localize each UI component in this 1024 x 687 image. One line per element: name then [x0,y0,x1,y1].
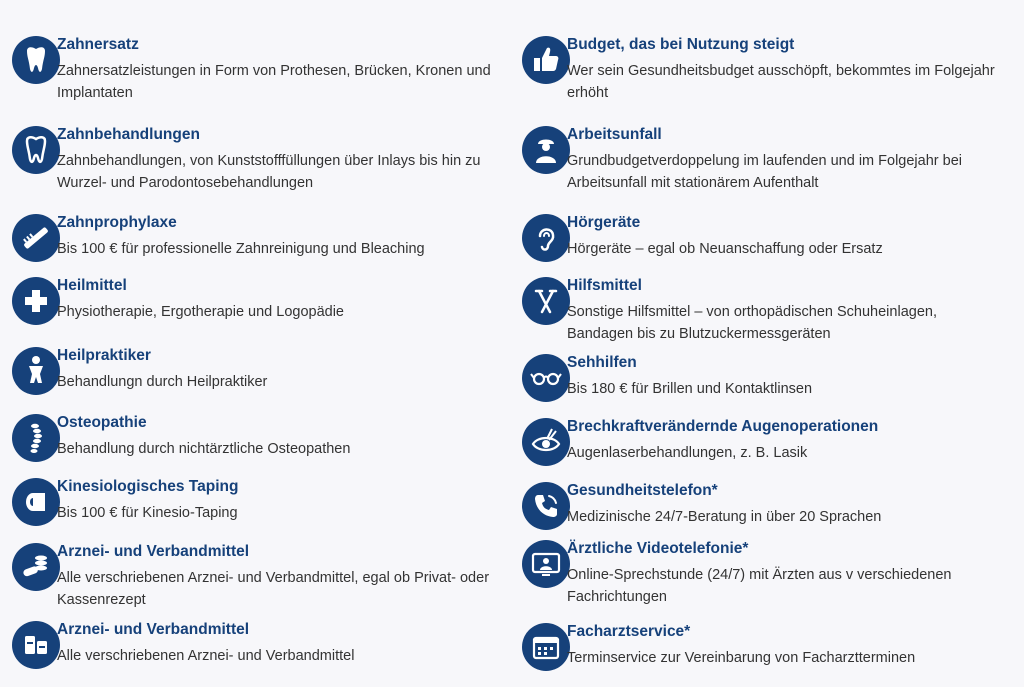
feature-title: Arznei- und Verbandmittel [57,621,250,638]
feature-title: Zahnbehandlungen [57,126,200,143]
thumbs-up-icon [522,36,570,84]
feature-description: Bis 180 € für Brillen und Kontaktlinsen [567,381,813,397]
feature-item-zahnersatz [0,36,500,100]
feature-item-heilmittel [0,277,500,341]
tooth-icon [12,36,60,84]
feature-title: Sehhilfen [567,354,637,371]
feature-title: Arbeitsunfall [567,126,662,143]
feature-title: Hilfsmittel [567,277,642,294]
feature-description: Bis 100 € für Kinesio-Taping [57,505,238,521]
feature-description: Terminservice zur Vereinbarung von Facharztterminen [567,650,916,666]
medicine-box-icon [12,621,60,669]
feature-item-arznei-verbandmittel-1 [0,543,500,607]
feature-description: Wer sein Gesundheitsbudget ausschöpft, bekommtes im Folgejahr erhöht [567,63,995,101]
feature-description: Online-Sprechstunde (24/7) mit Ärzten aus v verschiedenen Fachrichtungen [567,567,952,605]
feature-item-arznei-verbandmittel-2 [0,621,500,685]
feature-item-arbeitsunfall [510,126,1010,190]
feature-description: Behandlung durch nichtärztliche Osteopathen [57,441,351,457]
feature-title: Arznei- und Verbandmittel [57,543,250,560]
feature-item-augenoperationen [510,418,1010,482]
feature-title: Zahnersatz [57,36,139,53]
pills-icon [12,543,60,591]
feature-title: Ärztliche Videotelefonie* [567,540,749,557]
feature-item-zahnbehandlungen [0,126,500,190]
body-figure-icon [12,347,60,395]
feature-title: Budget, das bei Nutzung steigt [567,36,795,53]
feature-item-gesundheitstelefon [510,482,1010,546]
tape-roll-icon [12,478,60,526]
feature-title: Kinesiologisches Taping [57,478,239,495]
crutches-icon [522,277,570,325]
feature-description: Alle verschriebenen Arznei- und Verbandmittel, egal ob Privat- oder Kassenrezept [57,570,490,608]
eye-laser-icon [522,418,570,466]
tooth-outline-icon [12,126,60,174]
feature-description: Physiotherapie, Ergotherapie und Logopädie [57,304,344,320]
feature-item-sehhilfen [510,354,1010,418]
feature-description: Hörgeräte – egal ob Neuanschaffung oder Ersatz [567,241,883,257]
feature-title: Brechkraftverändernde Augenoperationen [567,418,879,435]
feature-item-osteopathie [0,414,500,478]
feature-title: Heilpraktiker [57,347,151,364]
feature-item-zahnprophylaxe [0,214,500,278]
feature-title: Heilmittel [57,277,127,294]
phone-icon [522,482,570,530]
feature-description: Sonstige Hilfsmittel – von orthopädischen Schuheinlagen, Bandagen bis zu Blutzuckermessgeräten [567,304,937,342]
feature-title: Gesundheitstelefon* [567,482,718,499]
glasses-icon [522,354,570,402]
toothbrush-icon [12,214,60,262]
video-call-icon [522,540,570,588]
feature-item-hoergeraete [510,214,1010,278]
feature-description: Medizinische 24/7-Beratung in über 20 Sprachen [567,509,882,525]
feature-title: Osteopathie [57,414,147,431]
feature-item-heilpraktiker [0,347,500,411]
feature-item-videotelefonie [510,540,1010,604]
calendar-icon [522,623,570,671]
feature-description: Zahnbehandlungen, von Kunststofffüllungen über Inlays bis hin zu Wurzel- und Parodontosebehandlungen [57,153,481,191]
worker-icon [522,126,570,174]
medical-cross-icon [12,277,60,325]
ear-icon [522,214,570,262]
feature-description: Alle verschriebenen Arznei- und Verbandmittel [57,648,355,664]
feature-description: Zahnersatzleistungen in Form von Prothesen, Brücken, Kronen und Implantaten [57,63,491,101]
feature-item-hilfsmittel [510,277,1010,341]
feature-item-budget [510,36,1010,100]
feature-description: Grundbudgetverdoppelung im laufenden und im Folgejahr bei Arbeitsunfall mit stationärem Aufenthalt [567,153,962,191]
feature-item-facharztservice [510,623,1010,687]
feature-description: Behandlungn durch Heilpraktiker [57,374,268,390]
feature-title: Hörgeräte [567,214,641,231]
feature-title: Facharztservice* [567,623,691,640]
spine-icon [12,414,60,462]
feature-description: Bis 100 € für professionelle Zahnreinigung und Bleaching [57,241,425,257]
feature-item-kinesiologisches-taping [0,478,500,542]
feature-title: Zahnprophylaxe [57,214,177,231]
feature-description: Augenlaserbehandlungen, z. B. Lasik [567,445,808,461]
